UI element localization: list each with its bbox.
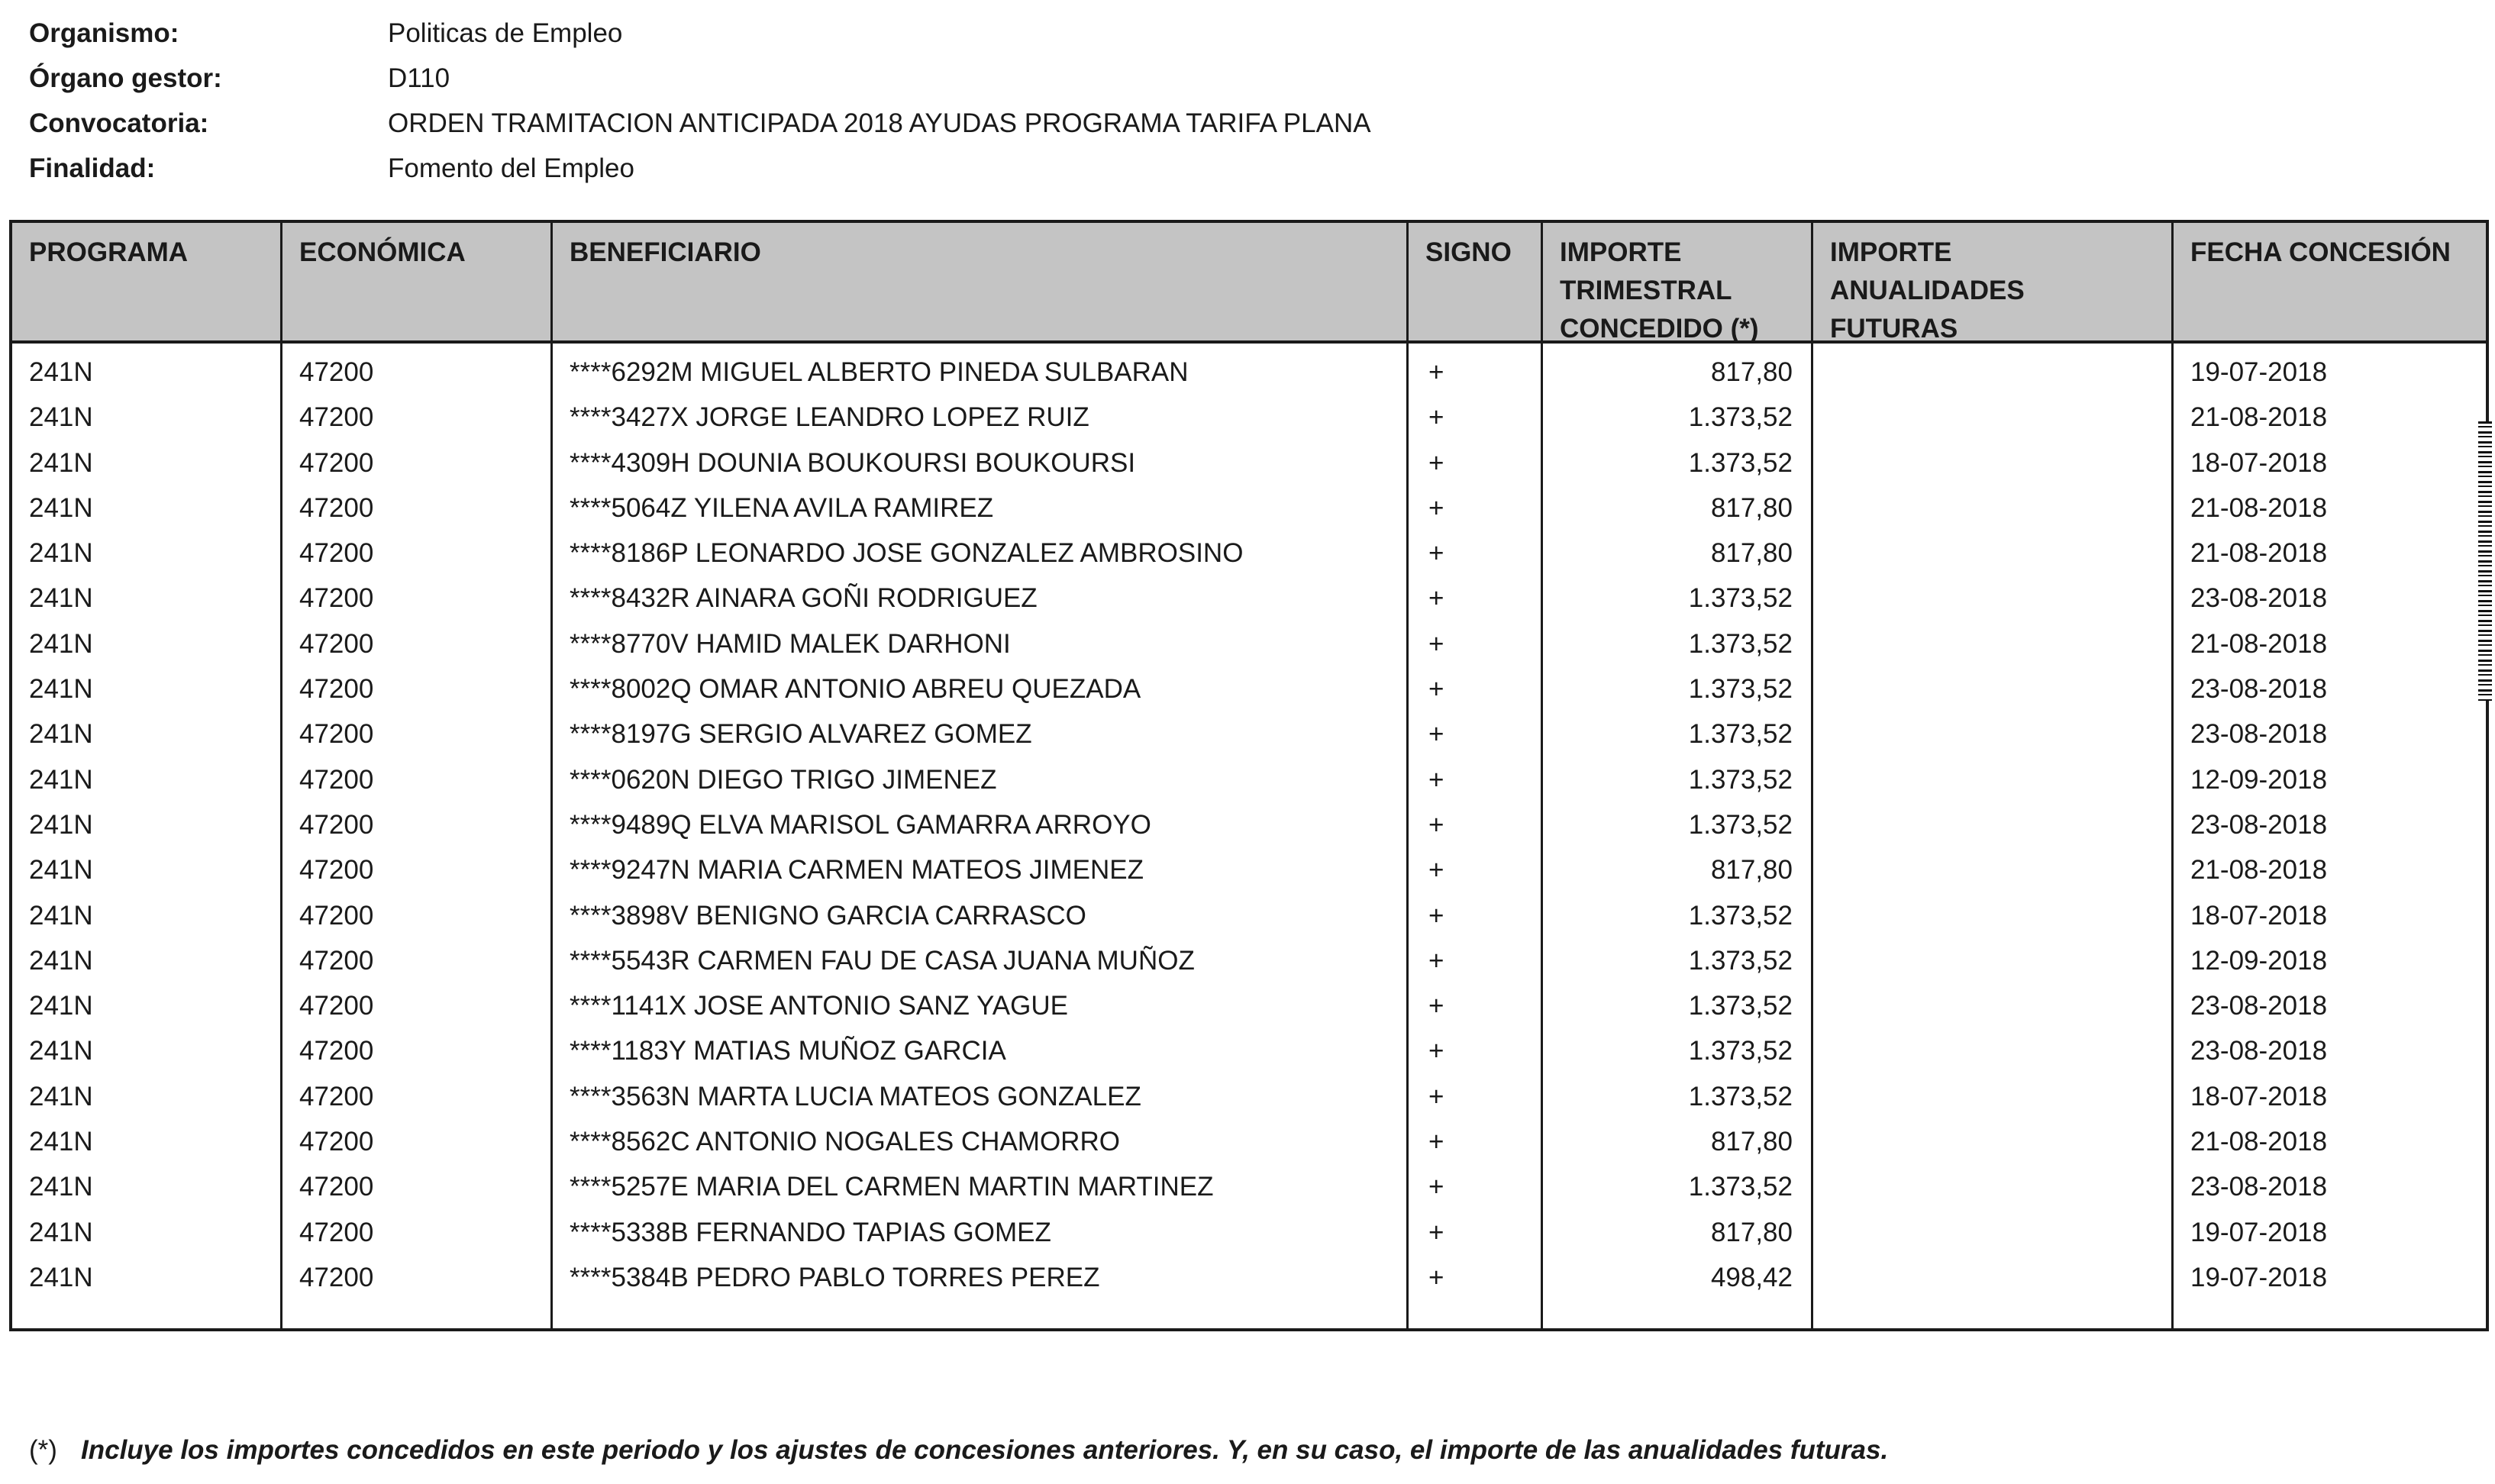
cell-beneficiario: ****5384B PEDRO PABLO TORRES PEREZ xyxy=(570,1262,1100,1292)
cell-anualidades xyxy=(1813,802,2171,847)
header-beneficiario: BENEFICIARIO xyxy=(553,223,1406,344)
cell-economica: 47200 xyxy=(299,900,374,931)
cell-fecha: 23-08-2018 xyxy=(2190,674,2328,705)
cell-programa: 241N xyxy=(29,1262,93,1292)
header-signo: SIGNO xyxy=(1409,223,1541,344)
cell-signo: + xyxy=(1428,402,1444,433)
cell-importe: 1.373,52 xyxy=(1688,1036,1793,1066)
cell-beneficiario: ****3427X JORGE LEANDRO LOPEZ RUIZ xyxy=(570,402,1089,433)
column-body-signo xyxy=(1409,344,1541,1300)
header-anualidades: IMPORTE ANUALIDADES FUTURAS xyxy=(1813,223,2171,344)
cell-fecha: 21-08-2018 xyxy=(2190,402,2328,433)
cell-beneficiario: ****4309H DOUNIA BOUKOURSI BOUKOURSI xyxy=(570,447,1136,478)
column-importe xyxy=(1543,223,1813,1328)
column-programa xyxy=(12,223,282,1328)
cell-anualidades xyxy=(1813,440,2171,486)
column-body-programa xyxy=(12,344,280,1300)
column-beneficiario xyxy=(553,223,1409,1328)
cell-beneficiario: ****5257E MARIA DEL CARMEN MARTIN MARTINEZ xyxy=(570,1172,1214,1202)
document-header xyxy=(29,11,2014,191)
cell-importe: 817,80 xyxy=(1710,538,1793,569)
cell-programa: 241N xyxy=(29,809,93,840)
cell-signo: + xyxy=(1428,764,1444,795)
cell-programa: 241N xyxy=(29,447,93,478)
cell-importe: 1.373,52 xyxy=(1688,583,1793,614)
cell-anualidades xyxy=(1813,893,2171,938)
cell-signo: + xyxy=(1428,674,1444,705)
cell-anualidades xyxy=(1813,395,2171,440)
cell-fecha: 23-08-2018 xyxy=(2190,991,2328,1021)
column-body-fecha xyxy=(2174,344,2486,1300)
cell-programa: 241N xyxy=(29,402,93,433)
cell-anualidades xyxy=(1813,621,2171,666)
cell-beneficiario: ****8770V HAMID MALEK DARHONI xyxy=(570,628,1011,659)
cell-importe: 1.373,52 xyxy=(1688,674,1793,705)
cell-beneficiario: ****5543R CARMEN FAU DE CASA JUANA MUÑOZ xyxy=(570,945,1195,976)
convocatoria-value: ORDEN TRAMITACION ANTICIPADA 2018 AYUDAS PROGRAMA TARIFA PLANA xyxy=(388,108,1371,138)
convocatoria-label: Convocatoria: xyxy=(29,108,209,138)
cell-fecha: 21-08-2018 xyxy=(2190,538,2328,569)
cell-programa: 241N xyxy=(29,855,93,886)
cell-programa: 241N xyxy=(29,1217,93,1247)
cell-importe: 1.373,52 xyxy=(1688,900,1793,931)
cell-economica: 47200 xyxy=(299,809,374,840)
column-economica xyxy=(282,223,553,1328)
cell-signo: + xyxy=(1428,1127,1444,1157)
cell-beneficiario: ****8002Q OMAR ANTONIO ABREU QUEZADA xyxy=(570,674,1141,705)
cell-anualidades xyxy=(1813,576,2171,621)
header-fecha: FECHA CONCESIÓN xyxy=(2174,223,2486,344)
cell-programa: 241N xyxy=(29,991,93,1021)
finalidad-value: Fomento del Empleo xyxy=(388,153,634,183)
cell-importe: 498,42 xyxy=(1710,1262,1793,1292)
cell-economica: 47200 xyxy=(299,357,374,387)
cell-economica: 47200 xyxy=(299,991,374,1021)
header-economica: ECONÓMICA xyxy=(282,223,550,344)
cell-economica: 47200 xyxy=(299,538,374,569)
cell-economica: 47200 xyxy=(299,402,374,433)
cell-economica: 47200 xyxy=(299,1172,374,1202)
column-fecha xyxy=(2174,223,2486,1328)
cell-beneficiario: ****0620N DIEGO TRIGO JIMENEZ xyxy=(570,764,997,795)
meta-row-organo xyxy=(29,56,2014,101)
cell-economica: 47200 xyxy=(299,855,374,886)
cell-importe: 817,80 xyxy=(1710,492,1793,523)
column-anualidades xyxy=(1813,223,2174,1328)
cell-economica: 47200 xyxy=(299,1217,374,1247)
column-body-beneficiario xyxy=(553,344,1406,1300)
cell-anualidades xyxy=(1813,1119,2171,1164)
cell-beneficiario: ****9489Q ELVA MARISOL GAMARRA ARROYO xyxy=(570,809,1151,840)
cell-fecha: 18-07-2018 xyxy=(2190,900,2328,931)
cell-fecha: 18-07-2018 xyxy=(2190,447,2328,478)
cell-fecha: 23-08-2018 xyxy=(2190,1036,2328,1066)
cell-importe: 1.373,52 xyxy=(1688,719,1793,750)
cell-fecha: 19-07-2018 xyxy=(2190,357,2328,387)
cell-signo: + xyxy=(1428,583,1444,614)
cell-economica: 47200 xyxy=(299,1081,374,1111)
cell-signo: + xyxy=(1428,538,1444,569)
cell-importe: 817,80 xyxy=(1710,1127,1793,1157)
cell-anualidades xyxy=(1813,938,2171,983)
cell-importe: 1.373,52 xyxy=(1688,402,1793,433)
cell-importe: 1.373,52 xyxy=(1688,991,1793,1021)
cell-anualidades xyxy=(1813,1028,2171,1073)
cell-anualidades xyxy=(1813,711,2171,757)
cell-beneficiario: ****8186P LEONARDO JOSE GONZALEZ AMBROSINO xyxy=(570,538,1244,569)
finalidad-label: Finalidad: xyxy=(29,153,156,183)
cell-economica: 47200 xyxy=(299,628,374,659)
meta-row-organismo xyxy=(29,11,2014,56)
barcode-icon xyxy=(2478,421,2492,701)
cell-signo: + xyxy=(1428,900,1444,931)
cell-economica: 47200 xyxy=(299,492,374,523)
cell-importe: 1.373,52 xyxy=(1688,945,1793,976)
cell-economica: 47200 xyxy=(299,583,374,614)
cell-programa: 241N xyxy=(29,1036,93,1066)
cell-importe: 1.373,52 xyxy=(1688,809,1793,840)
cell-fecha: 21-08-2018 xyxy=(2190,855,2328,886)
cell-programa: 241N xyxy=(29,719,93,750)
cell-programa: 241N xyxy=(29,628,93,659)
cell-anualidades xyxy=(1813,666,2171,711)
cell-programa: 241N xyxy=(29,538,93,569)
cell-importe: 817,80 xyxy=(1710,1217,1793,1247)
cell-importe: 1.373,52 xyxy=(1688,1172,1793,1202)
cell-fecha: 23-08-2018 xyxy=(2190,809,2328,840)
cell-anualidades xyxy=(1813,757,2171,802)
organo-label: Órgano gestor: xyxy=(29,63,222,93)
cell-beneficiario: ****1183Y MATIAS MUÑOZ GARCIA xyxy=(570,1036,1006,1066)
cell-anualidades xyxy=(1813,1164,2171,1209)
cell-signo: + xyxy=(1428,945,1444,976)
cell-importe: 1.373,52 xyxy=(1688,764,1793,795)
cell-signo: + xyxy=(1428,492,1444,523)
cell-economica: 47200 xyxy=(299,719,374,750)
cell-programa: 241N xyxy=(29,764,93,795)
cell-economica: 47200 xyxy=(299,1262,374,1292)
cell-economica: 47200 xyxy=(299,674,374,705)
cell-anualidades xyxy=(1813,1210,2171,1255)
column-body-anualidades xyxy=(1813,344,2171,1300)
cell-fecha: 19-07-2018 xyxy=(2190,1217,2328,1247)
cell-beneficiario: ****3563N MARTA LUCIA MATEOS GONZALEZ xyxy=(570,1081,1141,1111)
cell-signo: + xyxy=(1428,447,1444,478)
cell-economica: 47200 xyxy=(299,447,374,478)
cell-anualidades xyxy=(1813,531,2171,576)
cell-fecha: 23-08-2018 xyxy=(2190,719,2328,750)
cell-fecha: 23-08-2018 xyxy=(2190,583,2328,614)
cell-economica: 47200 xyxy=(299,1036,374,1066)
cell-signo: + xyxy=(1428,357,1444,387)
cell-economica: 47200 xyxy=(299,764,374,795)
cell-programa: 241N xyxy=(29,945,93,976)
cell-beneficiario: ****8562C ANTONIO NOGALES CHAMORRO xyxy=(570,1127,1120,1157)
cell-signo: + xyxy=(1428,991,1444,1021)
organo-value: D110 xyxy=(388,63,450,93)
cell-signo: + xyxy=(1428,1081,1444,1111)
column-body-economica xyxy=(282,344,550,1300)
cell-economica: 47200 xyxy=(299,1127,374,1157)
cell-fecha: 21-08-2018 xyxy=(2190,492,2328,523)
cell-signo: + xyxy=(1428,719,1444,750)
cell-importe: 817,80 xyxy=(1710,855,1793,886)
cell-programa: 241N xyxy=(29,1081,93,1111)
cell-fecha: 19-07-2018 xyxy=(2190,1262,2328,1292)
cell-signo: + xyxy=(1428,809,1444,840)
cell-beneficiario: ****5064Z YILENA AVILA RAMIREZ xyxy=(570,492,994,523)
meta-row-finalidad xyxy=(29,146,2014,191)
cell-fecha: 21-08-2018 xyxy=(2190,1127,2328,1157)
cell-fecha: 21-08-2018 xyxy=(2190,628,2328,659)
cell-signo: + xyxy=(1428,628,1444,659)
cell-anualidades xyxy=(1813,847,2171,892)
cell-beneficiario: ****1141X JOSE ANTONIO SANZ YAGUE xyxy=(570,991,1068,1021)
cell-fecha: 23-08-2018 xyxy=(2190,1172,2328,1202)
cell-beneficiario: ****8197G SERGIO ALVAREZ GOMEZ xyxy=(570,719,1032,750)
cell-importe: 1.373,52 xyxy=(1688,628,1793,659)
cell-programa: 241N xyxy=(29,492,93,523)
cell-beneficiario: ****5338B FERNANDO TAPIAS GOMEZ xyxy=(570,1217,1051,1247)
cell-beneficiario: ****6292M MIGUEL ALBERTO PINEDA SULBARAN xyxy=(570,357,1189,387)
cell-importe: 1.373,52 xyxy=(1688,1081,1793,1111)
header-importe: IMPORTE TRIMESTRAL CONCEDIDO (*) xyxy=(1543,223,1811,344)
cell-signo: + xyxy=(1428,1217,1444,1247)
cell-anualidades xyxy=(1813,983,2171,1028)
cell-signo: + xyxy=(1428,855,1444,886)
column-body-importe xyxy=(1543,344,1811,1300)
cell-anualidades xyxy=(1813,486,2171,531)
cell-beneficiario: ****8432R AINARA GOÑI RODRIGUEZ xyxy=(570,583,1038,614)
cell-fecha: 12-09-2018 xyxy=(2190,945,2328,976)
footnote-mark: (*) xyxy=(29,1435,57,1465)
footnote-text: Incluye los importes concedidos en este periodo y los ajustes de concesiones anteriores. Y, en su caso, el importe de las anualidades futuras. xyxy=(81,1435,1889,1465)
meta-row-convocatoria xyxy=(29,101,2014,146)
cell-programa: 241N xyxy=(29,1172,93,1202)
cell-beneficiario: ****3898V BENIGNO GARCIA CARRASCO xyxy=(570,900,1086,931)
column-signo xyxy=(1409,223,1543,1328)
cell-signo: + xyxy=(1428,1036,1444,1066)
cell-beneficiario: ****9247N MARIA CARMEN MATEOS JIMENEZ xyxy=(570,855,1144,886)
cell-fecha: 12-09-2018 xyxy=(2190,764,2328,795)
footnote xyxy=(29,1435,1888,1466)
cell-economica: 47200 xyxy=(299,945,374,976)
cell-programa: 241N xyxy=(29,583,93,614)
organismo-value: Politicas de Empleo xyxy=(388,18,623,48)
cell-importe: 1.373,52 xyxy=(1688,447,1793,478)
cell-anualidades xyxy=(1813,350,2171,395)
organismo-label: Organismo: xyxy=(29,18,179,48)
cell-signo: + xyxy=(1428,1172,1444,1202)
cell-anualidades xyxy=(1813,1255,2171,1300)
header-programa: PROGRAMA xyxy=(12,223,280,344)
cell-programa: 241N xyxy=(29,1127,93,1157)
cell-fecha: 18-07-2018 xyxy=(2190,1081,2328,1111)
cell-signo: + xyxy=(1428,1262,1444,1292)
beneficiaries-table xyxy=(9,220,2489,1331)
cell-programa: 241N xyxy=(29,357,93,387)
cell-importe: 817,80 xyxy=(1710,357,1793,387)
cell-programa: 241N xyxy=(29,674,93,705)
cell-programa: 241N xyxy=(29,900,93,931)
cell-anualidades xyxy=(1813,1074,2171,1119)
